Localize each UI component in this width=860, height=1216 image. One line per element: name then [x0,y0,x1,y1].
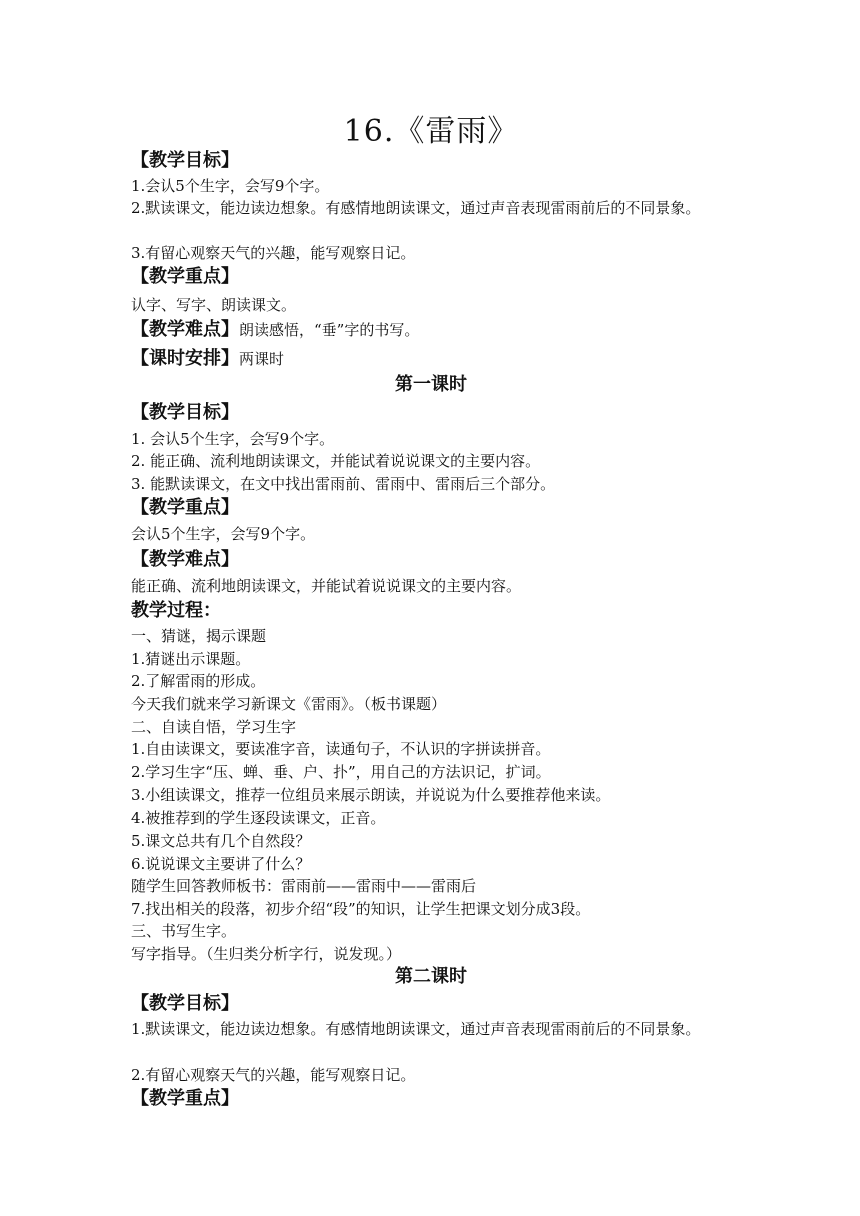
text-line: 能正确、流利地朗读课文，并能试着说说课文的主要内容。 [131,577,522,595]
section-heading: 【课时安排】 [131,348,239,369]
text-line: 1.猜谜出示课题。 [131,650,251,668]
text-line: 1.会认5个生字，会写9个字。 [131,177,330,195]
text-line: 1.自由读课文，要读准字音，读通句子，不认识的字拼读拼音。 [131,740,551,758]
heading-line [131,348,284,370]
section-heading: 教学过程： [131,600,221,621]
text-line: 一、猜谜，揭示课题 [131,627,267,645]
heading-text: 朗读感悟，“垂”字的书写。 [239,321,420,339]
text-line: 2.默读课文，能边读边想象。有感情地朗读课文，通过声音表现雷雨前后的不同景象。 [131,199,701,217]
text-line: 1.默读课文，能边读边想象。有感情地朗读课文，通过声音表现雷雨前后的不同景象。 [131,1020,701,1038]
section-heading: 【教学目标】 [131,150,239,171]
text-line: 6.说说课文主要讲了什么？ [131,855,311,873]
text-line: 随学生回答教师板书：雷雨前——雷雨中——雷雨后 [131,877,477,895]
text-line: 3. 能默读课文，在文中找出雷雨前、雷雨中、雷雨后三个部分。 [131,475,556,493]
text-line: 2.有留心观察天气的兴趣，能写观察日记。 [131,1066,416,1084]
text-line: 3.小组读课文，推荐一位组员来展示朗读，并说说为什么要推荐他来读。 [131,786,611,804]
section-heading: 【教学难点】 [131,319,239,340]
text-line: 7.找出相关的段落，初步介绍“段”的知识，让学生把课文划分成3段。 [131,900,591,918]
lesson-heading: 第二课时 [395,966,467,987]
text-line: 2.了解雷雨的形成。 [131,672,266,690]
text-line: 三、书写生字。 [131,922,237,940]
text-line: 5.课文总共有几个自然段？ [131,832,311,850]
text-line: 认字、写字、朗读课文。 [131,296,297,314]
text-line: 4.被推荐到的学生逐段读课文，正音。 [131,809,386,827]
heading-line [131,319,419,341]
section-heading: 【教学重点】 [131,266,239,287]
text-line: 1. 会认5个生字，会写9个字。 [131,430,335,448]
section-heading: 【教学目标】 [131,993,239,1014]
text-line: 3.有留心观察天气的兴趣，能写观察日记。 [131,244,416,262]
text-line: 写字指导。（生归类分析字行，说发现。） [131,945,402,963]
section-heading: 【教学目标】 [131,402,239,423]
text-line: 2. 能正确、流利地朗读课文，并能试着说说课文的主要内容。 [131,452,541,470]
text-line: 会认5个生字，会写9个字。 [131,525,316,543]
lesson-heading: 第一课时 [395,374,467,395]
text-line: 2.学习生字“压、蝉、垂、户、扑”，用自己的方法识记，扩词。 [131,763,551,781]
section-heading: 【教学重点】 [131,497,239,518]
section-heading: 【教学难点】 [131,549,239,570]
heading-text: 两课时 [239,350,285,368]
document-title: 16.《雷雨》 [343,114,519,149]
text-line: 二、自读自悟，学习生字 [131,718,297,736]
text-line: 今天我们就来学习新课文《雷雨》。（板书课题） [131,695,447,713]
section-heading: 【教学重点】 [131,1088,239,1109]
